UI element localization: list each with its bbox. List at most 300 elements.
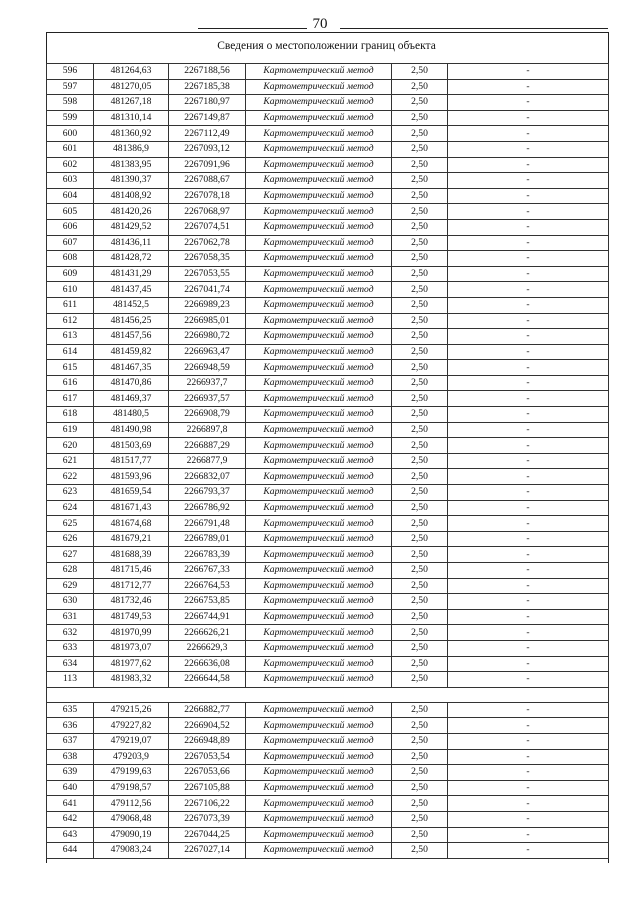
method-cell: Картометрический метод	[246, 796, 392, 812]
table-row	[47, 219, 609, 235]
method-cell: Картометрический метод	[246, 204, 392, 220]
coordinate-y-cell: 2267188,56	[169, 64, 246, 80]
point-number-cell: 638	[47, 749, 94, 765]
method-cell: Картометрический метод	[246, 126, 392, 142]
table-row	[47, 110, 609, 126]
coordinate-y-cell: 2267053,55	[169, 266, 246, 282]
table-row	[47, 625, 609, 641]
method-cell: Картометрический метод	[246, 188, 392, 204]
table-row	[47, 157, 609, 173]
point-number-cell: 620	[47, 438, 94, 454]
method-cell: Картометрический метод	[246, 811, 392, 827]
method-cell: Картометрический метод	[246, 266, 392, 282]
method-cell: Картометрический метод	[246, 95, 392, 111]
precision-cell: 2,50	[392, 640, 448, 656]
method-cell: Картометрический метод	[246, 531, 392, 547]
description-cell: -	[448, 733, 609, 749]
coordinate-y-cell: 2266793,37	[169, 485, 246, 501]
coordinate-x-cell: 481674,68	[94, 516, 169, 532]
method-cell: Картометрический метод	[246, 422, 392, 438]
page-number-line-left	[198, 28, 308, 29]
coordinate-y-cell: 2266626,21	[169, 625, 246, 641]
method-cell: Картометрический метод	[246, 157, 392, 173]
table-row	[47, 313, 609, 329]
coordinate-x-cell: 481749,53	[94, 609, 169, 625]
point-number-cell: 632	[47, 625, 94, 641]
precision-cell: 2,50	[392, 329, 448, 345]
coordinate-y-cell: 2266877,9	[169, 453, 246, 469]
method-cell: Картометрический метод	[246, 547, 392, 563]
description-cell: -	[448, 469, 609, 485]
precision-cell: 2,50	[392, 375, 448, 391]
table-row	[47, 375, 609, 391]
table-row	[47, 640, 609, 656]
table-row	[47, 749, 609, 765]
point-number-cell: 636	[47, 718, 94, 734]
coordinate-x-cell: 481360,92	[94, 126, 169, 142]
coordinate-x-cell: 481270,05	[94, 79, 169, 95]
coordinate-y-cell: 2266908,79	[169, 407, 246, 423]
coordinate-y-cell: 2267091,96	[169, 157, 246, 173]
point-number-cell: 598	[47, 95, 94, 111]
precision-cell: 2,50	[392, 563, 448, 579]
point-number-cell: 634	[47, 656, 94, 672]
coordinate-y-cell: 2267185,38	[169, 79, 246, 95]
table-row	[47, 672, 609, 688]
table-row	[47, 407, 609, 423]
precision-cell: 2,50	[392, 235, 448, 251]
coordinate-x-cell: 481456,25	[94, 313, 169, 329]
point-number-cell: 605	[47, 204, 94, 220]
method-cell: Картометрический метод	[246, 672, 392, 688]
point-number-cell: 630	[47, 594, 94, 610]
precision-cell: 2,50	[392, 95, 448, 111]
table-row	[47, 547, 609, 563]
description-cell: -	[448, 500, 609, 516]
table-row	[47, 438, 609, 454]
method-cell: Картометрический метод	[246, 360, 392, 376]
coordinate-y-cell: 2266764,53	[169, 578, 246, 594]
coordinate-x-cell: 479198,57	[94, 780, 169, 796]
method-cell: Картометрический метод	[246, 594, 392, 610]
coordinate-y-cell: 2267073,39	[169, 811, 246, 827]
point-number-cell: 617	[47, 391, 94, 407]
page-number-line-right	[340, 28, 608, 29]
description-cell: -	[448, 827, 609, 843]
precision-cell: 2,50	[392, 811, 448, 827]
coordinate-x-cell: 481267,18	[94, 95, 169, 111]
method-cell: Картометрический метод	[246, 141, 392, 157]
method-cell: Картометрический метод	[246, 765, 392, 781]
coordinate-x-cell: 481452,5	[94, 297, 169, 313]
description-cell: -	[448, 609, 609, 625]
description-cell: -	[448, 672, 609, 688]
table-row	[47, 827, 609, 843]
coordinate-y-cell: 2266904,52	[169, 718, 246, 734]
point-number-cell: 601	[47, 141, 94, 157]
coordinate-x-cell: 481970,99	[94, 625, 169, 641]
method-cell: Картометрический метод	[246, 733, 392, 749]
precision-cell: 2,50	[392, 204, 448, 220]
description-cell: -	[448, 453, 609, 469]
description-cell: -	[448, 391, 609, 407]
description-cell: -	[448, 64, 609, 80]
coordinate-x-cell: 481264,63	[94, 64, 169, 80]
point-number-cell: 644	[47, 843, 94, 859]
coordinate-y-cell: 2266636,08	[169, 656, 246, 672]
method-cell: Картометрический метод	[246, 749, 392, 765]
precision-cell: 2,50	[392, 796, 448, 812]
description-cell: -	[448, 235, 609, 251]
point-number-cell: 640	[47, 780, 94, 796]
precision-cell: 2,50	[392, 656, 448, 672]
point-number-cell: 623	[47, 485, 94, 501]
coordinate-x-cell: 479203,9	[94, 749, 169, 765]
point-number-cell: 629	[47, 578, 94, 594]
description-cell: -	[448, 141, 609, 157]
table-row	[47, 204, 609, 220]
point-number-cell: 642	[47, 811, 94, 827]
coordinate-x-cell: 481490,98	[94, 422, 169, 438]
coordinate-x-cell: 481431,29	[94, 266, 169, 282]
method-cell: Картометрический метод	[246, 718, 392, 734]
description-cell: -	[448, 422, 609, 438]
method-cell: Картометрический метод	[246, 485, 392, 501]
description-cell: -	[448, 702, 609, 718]
point-number-cell: 621	[47, 453, 94, 469]
coordinate-x-cell: 481732,46	[94, 594, 169, 610]
page-number: 70	[0, 15, 640, 33]
point-number-cell: 596	[47, 64, 94, 80]
coordinate-x-cell: 481688,39	[94, 547, 169, 563]
coordinate-x-cell: 481429,52	[94, 219, 169, 235]
coordinate-y-cell: 2266963,47	[169, 344, 246, 360]
point-number-cell: 633	[47, 640, 94, 656]
coordinate-x-cell: 481383,95	[94, 157, 169, 173]
method-cell: Картометрический метод	[246, 516, 392, 532]
method-cell: Картометрический метод	[246, 391, 392, 407]
description-cell: -	[448, 360, 609, 376]
coordinate-y-cell: 2266753,85	[169, 594, 246, 610]
coordinate-y-cell: 2267058,35	[169, 251, 246, 267]
description-cell: -	[448, 718, 609, 734]
table-row	[47, 173, 609, 189]
precision-cell: 2,50	[392, 578, 448, 594]
description-cell: -	[448, 796, 609, 812]
precision-cell: 2,50	[392, 547, 448, 563]
table-row	[47, 141, 609, 157]
precision-cell: 2,50	[392, 110, 448, 126]
table-row	[47, 811, 609, 827]
coordinate-y-cell: 2266887,29	[169, 438, 246, 454]
point-number-cell: 600	[47, 126, 94, 142]
method-cell: Картометрический метод	[246, 609, 392, 625]
precision-cell: 2,50	[392, 485, 448, 501]
coordinate-y-cell: 2267149,87	[169, 110, 246, 126]
description-cell: -	[448, 811, 609, 827]
separator-cell	[47, 687, 609, 702]
coordinate-x-cell: 481428,72	[94, 251, 169, 267]
coordinate-x-cell: 481390,37	[94, 173, 169, 189]
coordinate-y-cell: 2266897,8	[169, 422, 246, 438]
coordinate-y-cell: 2267093,12	[169, 141, 246, 157]
table-header: Сведения о местоположении границ объекта	[217, 40, 436, 52]
coordinate-y-cell: 2266832,07	[169, 469, 246, 485]
table-row	[47, 422, 609, 438]
description-cell: -	[448, 95, 609, 111]
table-row	[47, 95, 609, 111]
table-row	[47, 282, 609, 298]
coordinate-y-cell: 2267027,14	[169, 843, 246, 859]
coordinate-x-cell: 481310,14	[94, 110, 169, 126]
table-row	[47, 79, 609, 95]
table-row	[47, 500, 609, 516]
method-cell: Картометрический метод	[246, 173, 392, 189]
method-cell: Картометрический метод	[246, 235, 392, 251]
table-row	[47, 796, 609, 812]
precision-cell: 2,50	[392, 516, 448, 532]
method-cell: Картометрический метод	[246, 344, 392, 360]
method-cell: Картометрический метод	[246, 110, 392, 126]
point-number-cell: 607	[47, 235, 94, 251]
method-cell: Картометрический метод	[246, 64, 392, 80]
method-cell: Картометрический метод	[246, 407, 392, 423]
coordinate-x-cell: 481467,35	[94, 360, 169, 376]
method-cell: Картометрический метод	[246, 469, 392, 485]
precision-cell: 2,50	[392, 827, 448, 843]
table-row	[47, 516, 609, 532]
description-cell: -	[448, 625, 609, 641]
table-row	[47, 765, 609, 781]
description-cell: -	[448, 438, 609, 454]
point-number-cell: 613	[47, 329, 94, 345]
coordinate-y-cell: 2266937,7	[169, 375, 246, 391]
description-cell: -	[448, 516, 609, 532]
coordinate-y-cell: 2267106,22	[169, 796, 246, 812]
coordinate-y-cell: 2266985,01	[169, 313, 246, 329]
coordinate-x-cell: 479068,48	[94, 811, 169, 827]
coordinate-y-cell: 2266786,92	[169, 500, 246, 516]
point-number-cell: 619	[47, 422, 94, 438]
point-number-cell: 624	[47, 500, 94, 516]
method-cell: Картометрический метод	[246, 827, 392, 843]
precision-cell: 2,50	[392, 765, 448, 781]
description-cell: -	[448, 204, 609, 220]
coordinate-x-cell: 481517,77	[94, 453, 169, 469]
description-cell: -	[448, 266, 609, 282]
coordinate-x-cell: 481671,43	[94, 500, 169, 516]
description-cell: -	[448, 407, 609, 423]
precision-cell: 2,50	[392, 702, 448, 718]
table-row	[47, 329, 609, 345]
method-cell: Картометрический метод	[246, 843, 392, 859]
method-cell: Картометрический метод	[246, 219, 392, 235]
point-number-cell: 637	[47, 733, 94, 749]
method-cell: Картометрический метод	[246, 282, 392, 298]
method-cell: Картометрический метод	[246, 438, 392, 454]
precision-cell: 2,50	[392, 749, 448, 765]
coordinate-x-cell: 481408,92	[94, 188, 169, 204]
point-number-cell: 631	[47, 609, 94, 625]
method-cell: Картометрический метод	[246, 251, 392, 267]
point-number-cell: 627	[47, 547, 94, 563]
method-cell: Картометрический метод	[246, 79, 392, 95]
precision-cell: 2,50	[392, 266, 448, 282]
coordinate-x-cell: 479090,19	[94, 827, 169, 843]
precision-cell: 2,50	[392, 469, 448, 485]
coordinate-y-cell: 2266783,39	[169, 547, 246, 563]
coordinate-y-cell: 2267088,67	[169, 173, 246, 189]
method-cell: Картометрический метод	[246, 453, 392, 469]
point-number-cell: 628	[47, 563, 94, 579]
point-number-cell: 602	[47, 157, 94, 173]
precision-cell: 2,50	[392, 141, 448, 157]
coordinate-x-cell: 481469,37	[94, 391, 169, 407]
precision-cell: 2,50	[392, 64, 448, 80]
coordinate-y-cell: 2267078,18	[169, 188, 246, 204]
description-cell: -	[448, 375, 609, 391]
coordinate-x-cell: 479199,63	[94, 765, 169, 781]
precision-cell: 2,50	[392, 79, 448, 95]
coordinate-y-cell: 2267180,97	[169, 95, 246, 111]
precision-cell: 2,50	[392, 188, 448, 204]
point-number-cell: 616	[47, 375, 94, 391]
method-cell: Картометрический метод	[246, 640, 392, 656]
coordinate-x-cell: 481470,86	[94, 375, 169, 391]
point-number-cell: 608	[47, 251, 94, 267]
coordinate-x-cell: 479219,07	[94, 733, 169, 749]
precision-cell: 2,50	[392, 453, 448, 469]
method-cell: Картометрический метод	[246, 702, 392, 718]
precision-cell: 2,50	[392, 219, 448, 235]
table-row	[47, 578, 609, 594]
coordinate-x-cell: 481715,46	[94, 563, 169, 579]
coordinate-x-cell: 479227,82	[94, 718, 169, 734]
coordinate-y-cell: 2266937,57	[169, 391, 246, 407]
coordinate-y-cell: 2267068,97	[169, 204, 246, 220]
precision-cell: 2,50	[392, 843, 448, 859]
point-number-cell: 611	[47, 297, 94, 313]
precision-cell: 2,50	[392, 500, 448, 516]
description-cell: -	[448, 329, 609, 345]
description-cell: -	[448, 188, 609, 204]
coordinate-x-cell: 481712,77	[94, 578, 169, 594]
description-cell: -	[448, 780, 609, 796]
description-cell: -	[448, 313, 609, 329]
description-cell: -	[448, 547, 609, 563]
description-cell: -	[448, 765, 609, 781]
precision-cell: 2,50	[392, 609, 448, 625]
table-row	[47, 64, 609, 80]
point-number-cell: 604	[47, 188, 94, 204]
point-number-cell: 599	[47, 110, 94, 126]
table-row	[47, 609, 609, 625]
description-cell: -	[448, 79, 609, 95]
coordinate-y-cell: 2266789,01	[169, 531, 246, 547]
table-row	[47, 266, 609, 282]
coordinate-y-cell: 2267053,66	[169, 765, 246, 781]
description-cell: -	[448, 563, 609, 579]
method-cell: Картометрический метод	[246, 563, 392, 579]
description-cell: -	[448, 110, 609, 126]
point-number-cell: 597	[47, 79, 94, 95]
precision-cell: 2,50	[392, 718, 448, 734]
table-row	[47, 235, 609, 251]
coordinate-x-cell: 479215,26	[94, 702, 169, 718]
point-number-cell: 603	[47, 173, 94, 189]
separator-row	[47, 687, 609, 702]
coordinate-x-cell: 479112,56	[94, 796, 169, 812]
coordinate-y-cell: 2267074,51	[169, 219, 246, 235]
coordinate-y-cell: 2267062,78	[169, 235, 246, 251]
method-cell: Картометрический метод	[246, 313, 392, 329]
description-cell: -	[448, 485, 609, 501]
table-row	[47, 251, 609, 267]
table-row	[47, 297, 609, 313]
table-row	[47, 594, 609, 610]
point-number-cell: 610	[47, 282, 94, 298]
description-cell: -	[448, 251, 609, 267]
table-row	[47, 780, 609, 796]
method-cell: Картометрический метод	[246, 656, 392, 672]
method-cell: Картометрический метод	[246, 297, 392, 313]
table-row	[47, 469, 609, 485]
coordinate-x-cell: 481437,45	[94, 282, 169, 298]
description-cell: -	[448, 219, 609, 235]
precision-cell: 2,50	[392, 126, 448, 142]
coordinate-y-cell: 2266791,48	[169, 516, 246, 532]
method-cell: Картометрический метод	[246, 780, 392, 796]
point-number-cell: 643	[47, 827, 94, 843]
coordinate-y-cell: 2266767,33	[169, 563, 246, 579]
description-cell: -	[448, 126, 609, 142]
coordinate-y-cell: 2267105,88	[169, 780, 246, 796]
coordinate-y-cell: 2267112,49	[169, 126, 246, 142]
point-number-cell: 615	[47, 360, 94, 376]
description-cell: -	[448, 843, 609, 859]
precision-cell: 2,50	[392, 360, 448, 376]
coordinate-y-cell: 2266948,89	[169, 733, 246, 749]
coordinate-x-cell: 481503,69	[94, 438, 169, 454]
description-cell: -	[448, 344, 609, 360]
coordinate-x-cell: 481436,11	[94, 235, 169, 251]
point-number-cell: 113	[47, 672, 94, 688]
table-row	[47, 531, 609, 547]
precision-cell: 2,50	[392, 173, 448, 189]
coordinate-x-cell: 481386,9	[94, 141, 169, 157]
point-number-cell: 635	[47, 702, 94, 718]
coordinate-x-cell: 481480,5	[94, 407, 169, 423]
coordinate-y-cell: 2266644,58	[169, 672, 246, 688]
method-cell: Картометрический метод	[246, 578, 392, 594]
description-cell: -	[448, 640, 609, 656]
description-cell: -	[448, 656, 609, 672]
precision-cell: 2,50	[392, 282, 448, 298]
table-row	[47, 656, 609, 672]
coordinate-y-cell: 2266629,3	[169, 640, 246, 656]
precision-cell: 2,50	[392, 157, 448, 173]
precision-cell: 2,50	[392, 344, 448, 360]
method-cell: Картометрический метод	[246, 329, 392, 345]
precision-cell: 2,50	[392, 672, 448, 688]
point-number-cell: 614	[47, 344, 94, 360]
coordinate-x-cell: 479083,24	[94, 843, 169, 859]
description-cell: -	[448, 578, 609, 594]
precision-cell: 2,50	[392, 422, 448, 438]
table-row	[47, 391, 609, 407]
coordinate-x-cell: 481977,62	[94, 656, 169, 672]
precision-cell: 2,50	[392, 251, 448, 267]
